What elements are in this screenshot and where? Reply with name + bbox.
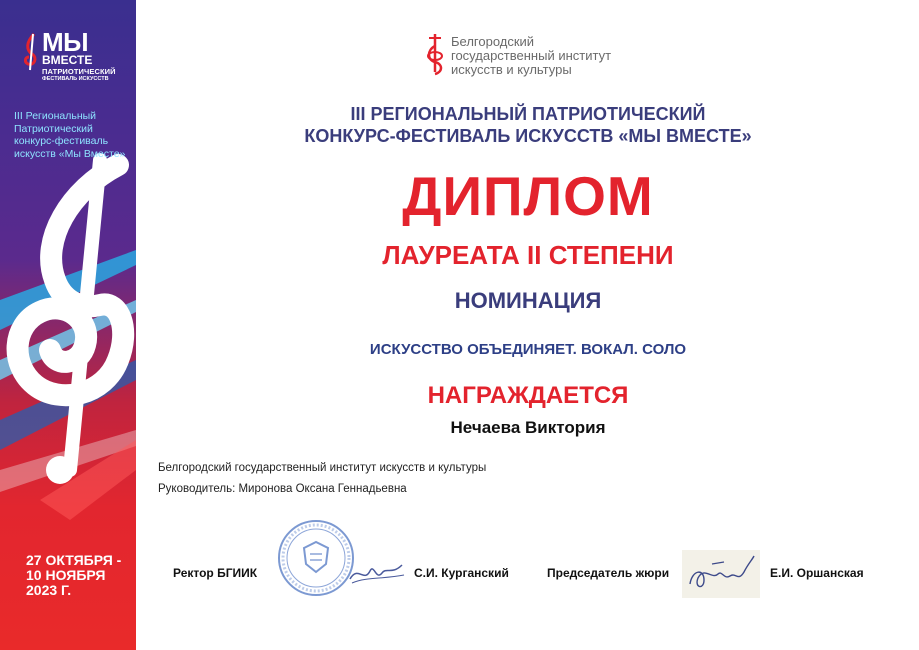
recipient-name: Нечаева Виктория bbox=[450, 418, 606, 437]
organization-line: Белгородский государственный институт искусств и культуры bbox=[158, 462, 487, 474]
contest-title bbox=[137, 103, 919, 147]
institution-emblem-icon bbox=[424, 32, 446, 76]
supervisor-line: Руководитель: Миронова Оксана Геннадьевна bbox=[158, 483, 407, 495]
jury-chair-name: Е.И. Оршанская bbox=[770, 566, 864, 580]
awarded-label: НАГРАЖДАЕТСЯ bbox=[427, 382, 629, 409]
institution-line-3: искусств и культуры bbox=[451, 62, 572, 77]
logo-title: МЫ bbox=[42, 27, 89, 57]
nomination-heading: НОМИНАЦИЯ bbox=[454, 288, 602, 313]
date-line-1: 27 ОКТЯБРЯ - bbox=[26, 552, 122, 568]
jury-signature-icon bbox=[682, 550, 760, 598]
contest-title-line-2: КОНКУРС-ФЕСТИВАЛЬ ИСКУССТВ «МЫ ВМЕСТЕ» bbox=[304, 126, 752, 146]
logo-tagline: ПАТРИОТИЧЕСКИЙ bbox=[42, 67, 116, 76]
rector-title: Ректор БГИИК bbox=[173, 566, 258, 580]
institution-name bbox=[451, 35, 661, 77]
diploma-title: ДИПЛОМ bbox=[402, 165, 654, 227]
clef-logo-icon bbox=[22, 32, 40, 72]
institution-line-1: Белгородский bbox=[451, 34, 535, 49]
rector-name: С.И. Курганский bbox=[414, 566, 509, 580]
jury-chair-title: Председатель жюри bbox=[547, 566, 670, 580]
logo-tagline-small: ФЕСТИВАЛЬ ИСКУССТВ bbox=[42, 76, 109, 82]
rector-signature-icon bbox=[346, 555, 406, 590]
date-line-2: 10 НОЯБРЯ bbox=[26, 567, 106, 583]
festival-description: III Региональный Патриотический конкурс-фестиваль искусств «Мы Вместе» bbox=[14, 110, 126, 160]
nomination-value: ИСКУССТВО ОБЪЕДИНЯЕТ. ВОКАЛ. СОЛО bbox=[369, 341, 687, 358]
festival-dates bbox=[26, 553, 136, 598]
official-stamp-icon bbox=[276, 518, 356, 598]
institution-header bbox=[424, 30, 664, 80]
laureate-degree: ЛАУРЕАТА II СТЕПЕНИ bbox=[382, 240, 674, 270]
logo-subtitle: ВМЕСТЕ bbox=[42, 53, 93, 67]
festival-logo bbox=[22, 27, 127, 83]
date-line-3: 2023 Г. bbox=[26, 582, 72, 598]
institution-line-2: государственный институт bbox=[451, 48, 612, 63]
festival-sidebar bbox=[0, 0, 136, 650]
contest-title-line-1: III РЕГИОНАЛЬНЫЙ ПАТРИОТИЧЕСКИЙ bbox=[350, 104, 706, 124]
